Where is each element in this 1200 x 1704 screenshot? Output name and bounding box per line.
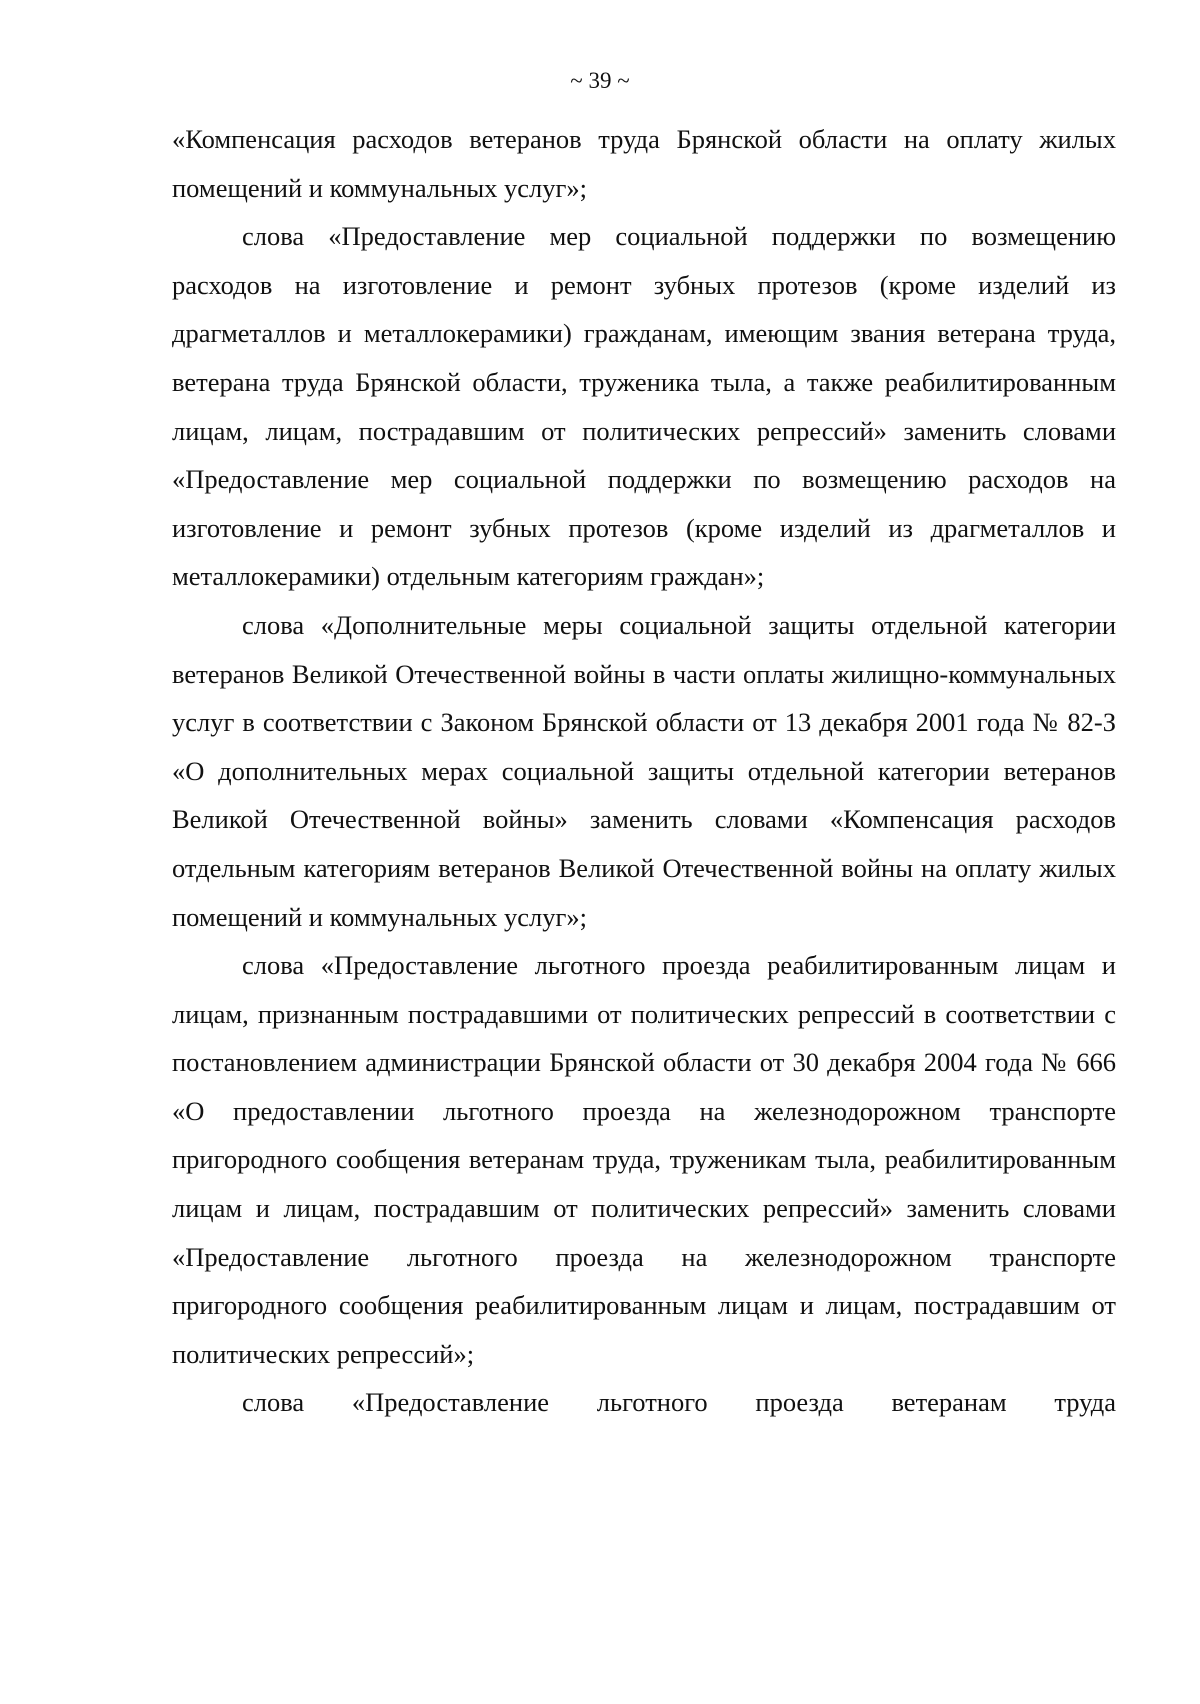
paragraph: слова «Предоставление льготного проезда ветеранам труда — [242, 1387, 1116, 1418]
paragraph: слова «Дополнительные меры социальной защиты отдельной категории ветеранов Великой Отечественной войны в части оплаты жилищно-коммунальных услуг в соответствии с Законом Брянской области от 13 декабря 2001 года № 82-З «О дополнительных мерах социальной защиты отдельной категории ветеранов Великой Отечественной войны» заменить словами «Компенсация расходов отдельным категориям ветеранов Великой Отечественной войны на оплату жилых помещений и коммунальных услуг»; — [172, 609, 1116, 932]
paragraph: слова «Предоставление льготного проезда реабилитированным лицам и лицам, признанным пострадавшими от политических репрессий в соответствии с постановлением администрации Брянской области от 30 декабря 2004 года № 666 «О предоставлении льготного проезда на железнодорожном транспорте пригородного сообщения ветеранам труда, труженикам тыла, реабилитированным лицам и лицам, пострадавшим от политических репрессий» заменить словами «Предоставление льготного проезда на железнодорожном транспорте пригородного сообщения реабилитированным лицам и лицам, пострадавшим от политических репрессий»; — [172, 950, 1116, 1369]
document-body — [172, 115, 1116, 1427]
paragraph: «Компенсация расходов ветеранов труда Брянской области на оплату жилых помещений и коммунальных услуг»; — [172, 124, 1116, 203]
paragraph: слова «Предоставление мер социальной поддержки по возмещению расходов на изготовление и ремонт зубных протезов (кроме изделий из драгметаллов и металлокерамики) гражданам, имеющим звания ветерана труда, ветерана труда Брянской области, труженика тыла, а также реабилитированным лицам, лицам, пострадавшим от политических репрессий» заменить словами «Предоставление мер социальной поддержки по возмещению расходов на изготовление и ремонт зубных протезов (кроме изделий из драгметаллов и металлокерамики) отдельным категориям граждан»; — [172, 221, 1116, 592]
page-number: ~ 39 ~ — [570, 68, 630, 93]
